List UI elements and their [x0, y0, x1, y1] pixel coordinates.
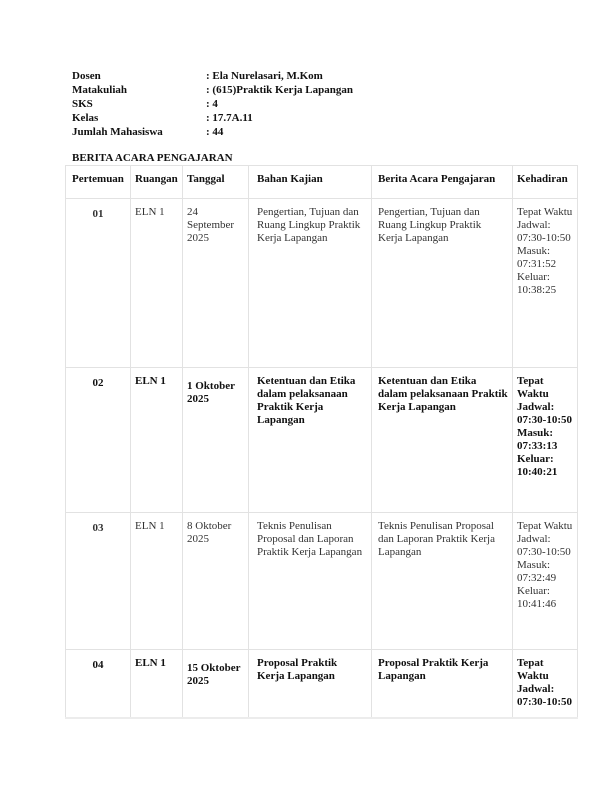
cell-meeting: 03 — [66, 513, 131, 649]
table-row — [66, 199, 578, 368]
header-topic: Bahan Kajian — [249, 166, 372, 198]
table-bottom-edge — [65, 717, 578, 719]
table-row — [66, 513, 578, 650]
cell-meeting: 01 — [66, 199, 131, 367]
table-row — [66, 368, 578, 513]
cell-room: ELN 1 — [131, 513, 183, 649]
header-meeting: Pertemuan — [66, 166, 131, 198]
cell-room: ELN 1 — [131, 199, 183, 367]
cell-topic: Teknis Penulisan Proposal dan Laporan Praktik Kerja Lapangan — [249, 513, 372, 649]
info-label: Dosen — [72, 70, 101, 82]
header-date: Tanggal — [183, 166, 249, 198]
cell-topic: Proposal Praktik Kerja Lapangan — [249, 650, 372, 718]
info-row-course — [72, 83, 492, 97]
cell-report: Pengertian, Tujuan dan Ruang Lingkup Praktik Kerja Lapangan — [372, 199, 513, 367]
cell-attendance: Tepat Waktu Jadwal: 07:30-10:50 Masuk: 07:32:49 Keluar: 10:41:46 — [513, 513, 578, 649]
cell-report: Proposal Praktik Kerja Lapangan — [372, 650, 513, 718]
info-label: SKS — [72, 98, 93, 110]
info-label: Kelas — [72, 112, 99, 124]
header-room: Ruangan — [131, 166, 183, 198]
table-header-row — [66, 166, 578, 199]
cell-meeting: 04 — [66, 650, 131, 718]
course-info — [72, 69, 492, 139]
cell-date: 24 September 2025 — [183, 199, 249, 367]
cell-topic: Ketentuan dan Etika dalam pelaksanaan Praktik Kerja Lapangan — [249, 368, 372, 512]
cell-topic: Pengertian, Tujuan dan Ruang Lingkup Praktik Kerja Lapangan — [249, 199, 372, 367]
cell-report: Teknis Penulisan Proposal dan Laporan Praktik Kerja Lapangan — [372, 513, 513, 649]
teaching-report-table — [65, 165, 578, 719]
info-row-credits — [72, 97, 492, 111]
cell-room: ELN 1 — [131, 368, 183, 512]
info-value: : Ela Nurelasari, M.Kom — [206, 70, 323, 82]
cell-attendance: Tepat Waktu Jadwal: 07:30-10:50 — [513, 650, 578, 718]
table-row — [66, 650, 578, 719]
cell-report: Ketentuan dan Etika dalam pelaksanaan Praktik Kerja Lapangan — [372, 368, 513, 512]
info-value: : (615)Praktik Kerja Lapangan — [206, 84, 353, 96]
info-row-students — [72, 125, 492, 139]
cell-attendance: Tepat Waktu Jadwal: 07:30-10:50 Masuk: 07:33:13 Keluar: 10:40:21 — [513, 368, 578, 512]
info-label: Jumlah Mahasiswa — [72, 126, 163, 138]
cell-meeting: 02 — [66, 368, 131, 512]
cell-date: 15 Oktober 2025 — [183, 650, 249, 718]
header-report: Berita Acara Pengajaran — [372, 166, 513, 198]
header-attendance: Kehadiran — [513, 166, 578, 198]
cell-room: ELN 1 — [131, 650, 183, 718]
info-value: : 17.7A.11 — [206, 112, 253, 124]
cell-date: 8 Oktober 2025 — [183, 513, 249, 649]
info-row-class — [72, 111, 492, 125]
cell-date: 1 Oktober 2025 — [183, 368, 249, 512]
cell-attendance: Tepat Waktu Jadwal: 07:30-10:50 Masuk: 07:31:52 Keluar: 10:38:25 — [513, 199, 578, 367]
info-row-lecturer — [72, 69, 492, 83]
info-label: Matakuliah — [72, 84, 128, 96]
info-value: : 44 — [206, 126, 224, 138]
section-title: BERITA ACARA PENGAJARAN — [72, 152, 233, 164]
info-value: : 4 — [206, 98, 218, 110]
